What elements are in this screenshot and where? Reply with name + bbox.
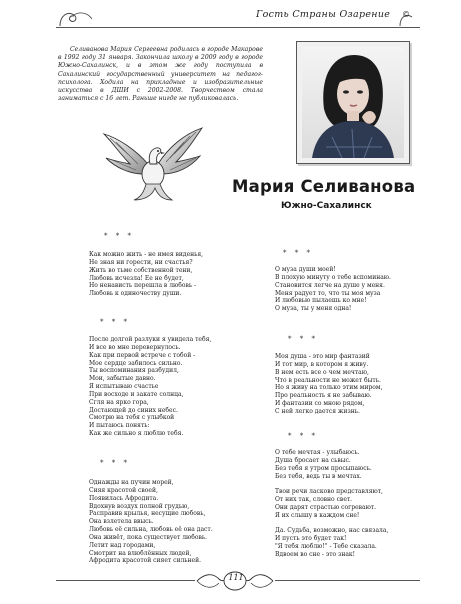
poem-line: Вдвоем во сне - это знак!: [275, 550, 356, 558]
poem-line: Моя душа - это мир фантазий: [275, 353, 370, 360]
bird-illustration: [100, 120, 206, 202]
poem-line: Жить во тьме собственной тени,: [89, 266, 193, 274]
poem-line: Любовь её сильна, любовь её она даст.: [89, 526, 213, 534]
poem-line: И все во мне перевернулось.: [89, 343, 181, 351]
poem-6: [275, 449, 388, 559]
poem-line: Достающей до синих небес.: [89, 406, 178, 414]
poem-line: Без тебя я утром просыпаюсь.: [275, 464, 372, 472]
poem-line: Твои речи ласково представляют,: [275, 488, 383, 496]
poem-line: Летит над городами,: [89, 541, 156, 549]
poem-separator: * * *: [288, 335, 318, 343]
poem-line: Про реальность я не забываю.: [275, 392, 372, 400]
header-flourish-left: [58, 9, 92, 27]
poem-separator: * * *: [288, 432, 318, 440]
poem-line: Да. Судьба, возможно, нас связала,: [275, 527, 389, 535]
poem-line: Как при первой встрече с тобой -: [89, 351, 196, 359]
poem-line: О тебе мечтая - улыбаюсь.: [275, 449, 360, 456]
poem-line: "Я тебя люблю!" - Тебе сказала.: [275, 543, 377, 551]
poem-line: Она живёт, пока существует любовь.: [89, 533, 208, 541]
poem-4: [275, 266, 391, 313]
poem-line: Как же сильно я люблю тебя.: [89, 430, 184, 438]
author-biography: Селиванова Мария Сергеевна родилась в городе Макарове в 1992 году 31 января. Закончила школу в 2009 году в городе Южно-Сахалинск, и в этом же году поступила в Сахалинский государственный университет на педагог-психолога. Ходила на прикладные и изобразительные искусства в ДШИ с 2002-2008. Творчеством стала заниматься с 16 лет. Раньше нигде не публиковалась.: [58, 46, 263, 103]
poem-line: Но я живу на только этим миром,: [275, 384, 383, 392]
poem-line: Афродита красотой сияет сильней.: [89, 557, 201, 565]
header-rule: [56, 27, 420, 28]
poem-line: И пусть это будет так!: [275, 535, 347, 543]
poem-separator: * * *: [100, 459, 130, 467]
poem-line: Расправив крылья, несущие любовь,: [89, 510, 206, 518]
poem-line: Они дарят страстью согревают.: [275, 503, 377, 511]
poem-line: И любовью пылаешь ко мне!: [275, 297, 367, 305]
author-name: Мария Селиванова: [232, 177, 416, 196]
poem-3: [89, 479, 213, 565]
poem-line: Смотрю на тебя с улыбкой: [89, 414, 175, 422]
poem-2: [89, 336, 211, 438]
author-photo: [302, 47, 404, 158]
poem-separator: * * *: [104, 232, 134, 240]
poem-line: Мое сердце забилось сильно.: [89, 359, 183, 367]
poem-line: Но ненависть перешла в любовь -: [89, 282, 197, 290]
poem-line: Душа бросает на сьвыс.: [275, 456, 351, 464]
poem-line: О муза души моей!: [275, 266, 336, 273]
poem-line: Ты воспоминания разбудил,: [89, 367, 179, 375]
poem-separator: * * *: [283, 249, 313, 257]
author-city: Южно-Сахалинск: [281, 201, 372, 211]
poem-1: [89, 251, 203, 298]
poem-line: Мои, забытые давно.: [89, 375, 156, 383]
poem-line: В плохую минуту о тебе вспоминаю.: [275, 273, 391, 281]
poem-line: После долгой разлуки я увидела тебя,: [89, 336, 212, 343]
poem-line: Любовь исчезла! Ее не будет,: [89, 274, 184, 282]
poem-line: Без тебя, ведь ты в мечтах.: [275, 472, 362, 480]
poem-line: Смотрит на влюблённых людей,: [89, 549, 192, 557]
poem-line: Как можно жить - не имея виденья,: [89, 251, 204, 258]
poem-line: Вдохнув воздух полной грудью,: [89, 502, 190, 510]
poem-line: Я их слышу в каждом сне!: [275, 511, 360, 519]
poem-line: О муза, ты у меня одна!: [275, 305, 352, 313]
poem-line: Любовь к одиночеству души.: [89, 290, 182, 298]
poem-line: Не зная ни горести, ни счастья?: [89, 258, 193, 266]
poem-line: С ней легко дается жизнь.: [275, 407, 360, 415]
page-number: 111: [228, 573, 244, 582]
poem-line: При восходе и закате солнца,: [89, 390, 184, 398]
poem-line: В нем есть все о чем мечтаю,: [275, 368, 369, 376]
poem-line: И фантазии со мною рядом,: [275, 400, 365, 408]
poem-line: [275, 520, 388, 528]
poem-line: И пытаюсь понять:: [89, 422, 150, 430]
poem-5: [275, 353, 383, 416]
author-photo-frame: [296, 41, 410, 164]
poem-line: И тот мир, в котором я живу.: [275, 360, 369, 368]
poem-line: Появилась Афродита.: [89, 494, 159, 502]
poem-line: Что в реальности не может быть.: [275, 376, 381, 384]
copyright-symbol: ©: [402, 10, 410, 19]
poem-line: Я испытываю счастье: [89, 383, 159, 391]
poem-line: Меня радует то, что ты моя муза: [275, 289, 381, 297]
poem-line: [275, 480, 388, 488]
poem-line: Сияя красотой своей,: [89, 486, 158, 494]
header-title: Гость Страны Озарение: [256, 9, 391, 20]
poem-line: Становится легче на душе у меня.: [275, 281, 385, 289]
poem-separator: * * *: [100, 318, 130, 326]
poem-line: Сгля на ярко гора,: [89, 398, 149, 406]
poem-line: От них так, словно свет.: [275, 496, 353, 504]
poem-line: Она взлетела ввысь.: [89, 518, 154, 526]
poem-line: Однажды на пучин морей,: [89, 479, 174, 486]
